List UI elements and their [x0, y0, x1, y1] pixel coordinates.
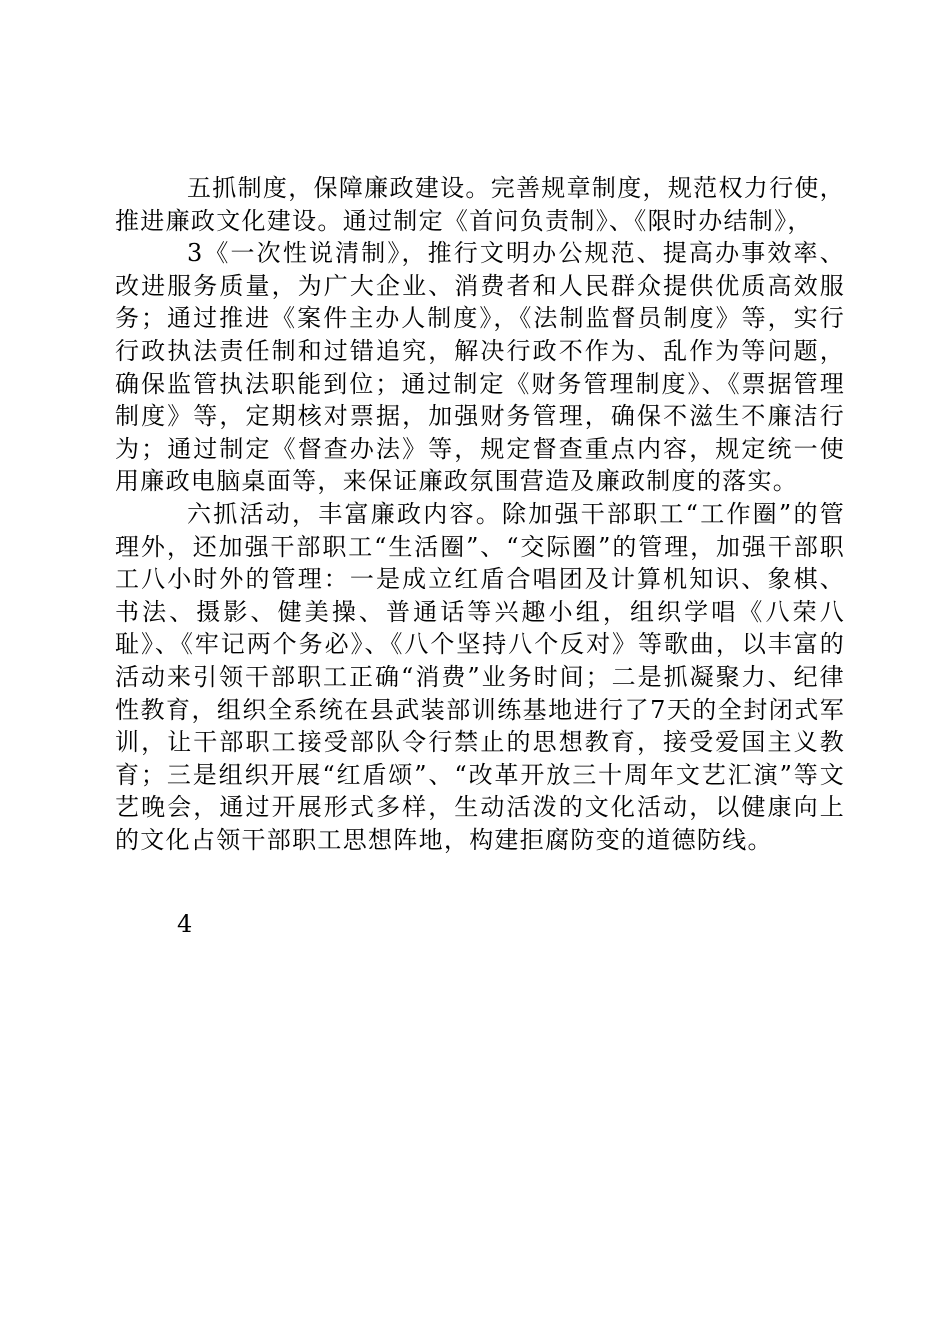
document-body	[115, 172, 845, 856]
paragraph-institutions: 五抓制度，保障廉政建设。完善规章制度，规范权力行使，推进廉政文化建设。通过制定《首问负责制》、《限时办结制》，	[115, 174, 845, 235]
paragraph-regulations: 3《一次性说清制》，推行文明办公规范、提高办事效率、改进服务质量，为广大企业、消费者和人民群众提供优质高效服务；通过推进《案件主办人制度》，《法制监督员制度》等，实行行政执法责任制和过错追究，解决行政不作为、乱作为等问题，确保监管执法职能到位；通过制定《财务管理制度》、《票据管理制度》等，定期核对票据，加强财务管理，确保不滋生不廉洁行为；通过制定《督查办法》等，规定督查重点内容，规定统一使用廉政电脑桌面等，来保证廉政氛围营造及廉政制度的落实。	[115, 239, 845, 496]
page-number: 4	[177, 910, 193, 938]
paragraph-activities: 六抓活动，丰富廉政内容。除加强干部职工“工作圈”的管理外，还加强干部职工“生活圈”、“交际圈”的管理，加强干部职工八小时外的管理：一是成立红盾合唱团及计算机知识、象棋、书法、摄影、健美操、普通话等兴趣小组，组织学唱《八荣八耻》、《牢记两个务必》、《八个坚持八个反对》等歌曲，以丰富的活动来引领干部职工正确“消费”业务时间；二是抓凝聚力、纪律性教育，组织全系统在县武装部训练基地进行了7天的全封闭式军训，让干部职工接受部队令行禁止的思想教育，接受爱国主义教育；三是组织开展“红盾颂”、“改革开放三十周年文艺汇演”等文艺晚会，通过开展形式多样，生动活泼的文化活动，以健康向上的文化占领干部职工思想阵地，构建拒腐防变的道德防线。	[115, 499, 845, 854]
